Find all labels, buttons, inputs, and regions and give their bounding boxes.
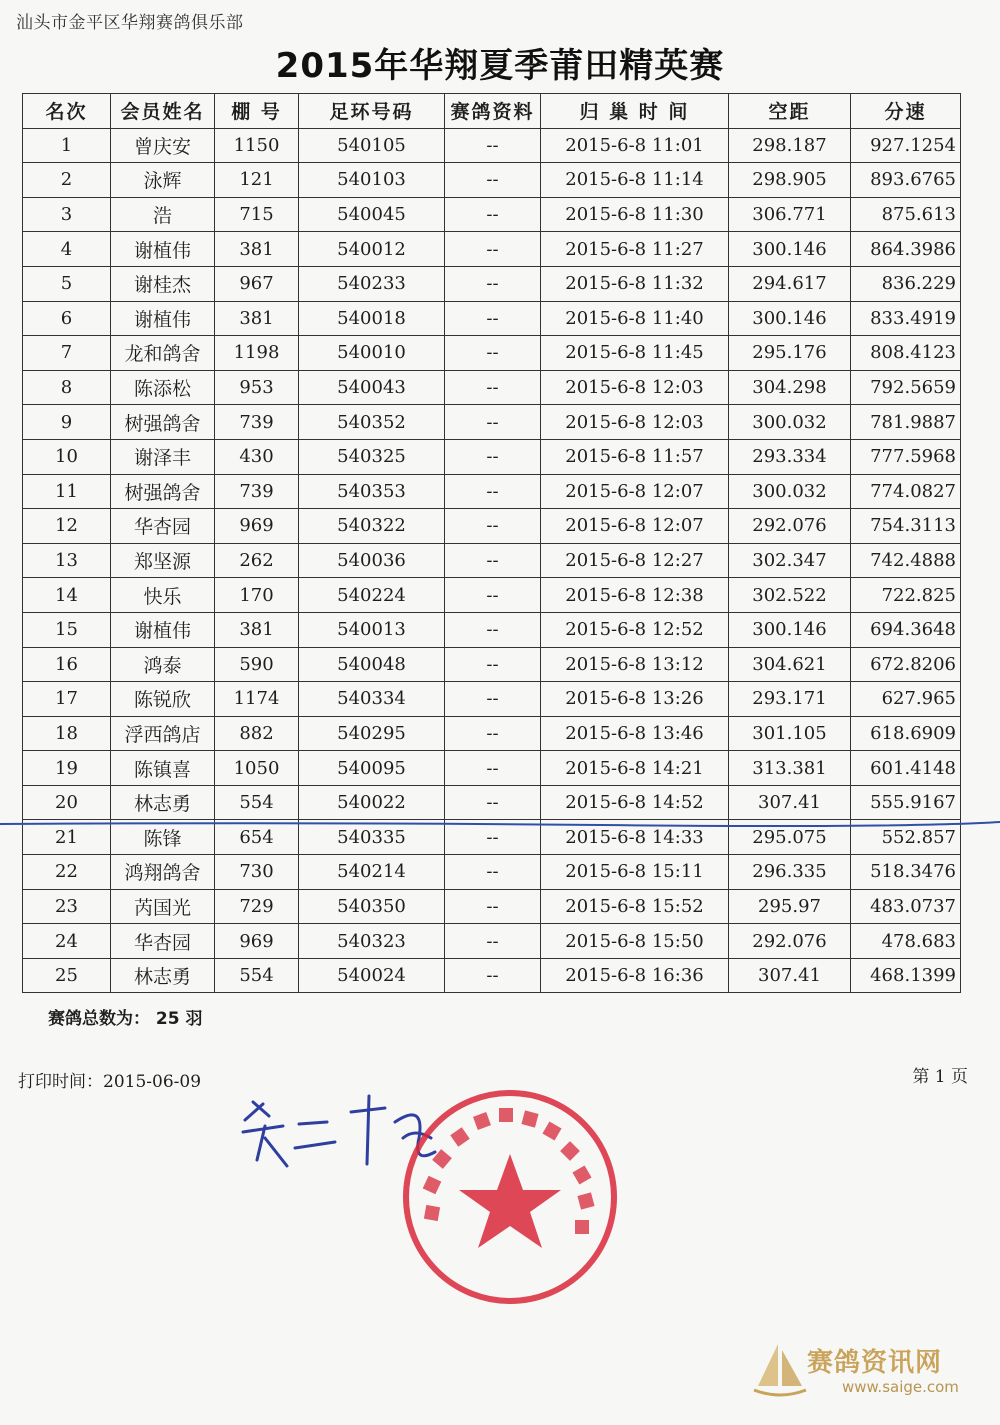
table-row [23,197,961,232]
watermark-url: www.saige.com [842,1378,959,1396]
cell-rank: 7 [23,336,111,371]
cell-distance: 294.617 [729,266,851,301]
col-header-distance: 空距 [729,94,851,129]
cell-rank: 25 [23,958,111,993]
table-row [23,509,961,544]
cell-member-name: 树强鸽舍 [111,405,215,440]
cell-ring-number: 540010 [299,336,445,371]
cell-arrival-time: 2015-6-8 11:30 [541,197,729,232]
cell-loft-number: 590 [215,647,299,682]
cell-distance: 295.075 [729,820,851,855]
cell-pigeon-info: -- [445,855,541,890]
cell-distance: 306.771 [729,197,851,232]
cell-distance: 313.381 [729,751,851,786]
print-time [18,1067,201,1092]
cell-ring-number: 540103 [299,163,445,198]
cell-ring-number: 540224 [299,578,445,613]
cell-pigeon-info: -- [445,751,541,786]
table-row [23,266,961,301]
cell-rank: 10 [23,439,111,474]
total-label: 赛鸽总数为： [48,1009,150,1029]
cell-ring-number: 540036 [299,543,445,578]
cell-speed: 792.5659 [851,370,961,405]
cell-distance: 300.032 [729,474,851,509]
cell-speed: 864.3986 [851,232,961,267]
cell-arrival-time: 2015-6-8 11:57 [541,439,729,474]
cell-pigeon-info: -- [445,405,541,440]
cell-speed: 893.6765 [851,163,961,198]
table-row [23,647,961,682]
cell-distance: 296.335 [729,855,851,890]
cell-ring-number: 540043 [299,370,445,405]
cell-ring-number: 540295 [299,716,445,751]
cell-pigeon-info: -- [445,474,541,509]
document-title: 2015年华翔夏季莆田精英赛 [275,46,725,86]
cell-loft-number: 715 [215,197,299,232]
cell-pigeon-info: -- [445,682,541,717]
cell-member-name: 曾庆安 [111,128,215,163]
cell-member-name: 谢植伟 [111,612,215,647]
cell-rank: 20 [23,785,111,820]
club-name: 汕头市金平区华翔赛鸽俱乐部 [16,13,244,33]
cell-rank: 18 [23,716,111,751]
cell-speed: 518.3476 [851,855,961,890]
cell-speed: 754.3113 [851,509,961,544]
cell-member-name: 陈添松 [111,370,215,405]
col-header-speed: 分速 [851,94,961,129]
cell-loft-number: 730 [215,855,299,890]
cell-rank: 13 [23,543,111,578]
cell-arrival-time: 2015-6-8 12:27 [541,543,729,578]
cell-rank: 21 [23,820,111,855]
cell-speed: 777.5968 [851,439,961,474]
table-row [23,855,961,890]
cell-speed: 627.965 [851,682,961,717]
blue-pen-line [0,818,1000,830]
cell-rank: 3 [23,197,111,232]
cell-speed: 694.3648 [851,612,961,647]
cell-arrival-time: 2015-6-8 12:07 [541,474,729,509]
cell-rank: 17 [23,682,111,717]
cell-loft-number: 953 [215,370,299,405]
cell-distance: 307.41 [729,785,851,820]
cell-member-name: 陈镇喜 [111,751,215,786]
table-row [23,336,961,371]
cell-ring-number: 540105 [299,128,445,163]
cell-pigeon-info: -- [445,820,541,855]
table-row [23,682,961,717]
cell-rank: 22 [23,855,111,890]
cell-rank: 2 [23,163,111,198]
cell-arrival-time: 2015-6-8 14:21 [541,751,729,786]
cell-speed: 742.4888 [851,543,961,578]
cell-member-name: 谢桂杰 [111,266,215,301]
table-row [23,128,961,163]
cell-distance: 302.522 [729,578,851,613]
cell-arrival-time: 2015-6-8 11:14 [541,163,729,198]
cell-loft-number: 381 [215,301,299,336]
cell-distance: 293.171 [729,682,851,717]
cell-member-name: 泳辉 [111,163,215,198]
cell-member-name: 谢泽丰 [111,439,215,474]
table-row [23,578,961,613]
cell-pigeon-info: -- [445,266,541,301]
cell-rank: 1 [23,128,111,163]
cell-member-name: 林志勇 [111,785,215,820]
cell-loft-number: 121 [215,163,299,198]
cell-pigeon-info: -- [445,128,541,163]
cell-member-name: 谢植伟 [111,232,215,267]
table-header-row [23,94,961,129]
total-unit: 羽 [185,1009,203,1029]
cell-arrival-time: 2015-6-8 15:11 [541,855,729,890]
cell-pigeon-info: -- [445,958,541,993]
table-row [23,474,961,509]
cell-loft-number: 969 [215,924,299,959]
cell-arrival-time: 2015-6-8 14:52 [541,785,729,820]
cell-pigeon-info: -- [445,647,541,682]
cell-pigeon-info: -- [445,163,541,198]
cell-ring-number: 540214 [299,855,445,890]
page-number: 第 1 页 [912,1067,968,1087]
cell-speed: 618.6909 [851,716,961,751]
cell-member-name: 华杏园 [111,509,215,544]
results-table [22,93,961,993]
cell-pigeon-info: -- [445,301,541,336]
results-body [23,128,961,993]
cell-arrival-time: 2015-6-8 11:45 [541,336,729,371]
cell-arrival-time: 2015-6-8 11:40 [541,301,729,336]
cell-speed: 781.9887 [851,405,961,440]
cell-distance: 300.032 [729,405,851,440]
table-row [23,370,961,405]
table-row [23,232,961,267]
col-header-member-name: 会员姓名 [111,94,215,129]
cell-member-name: 林志勇 [111,958,215,993]
cell-member-name: 快乐 [111,578,215,613]
cell-member-name: 郑坚源 [111,543,215,578]
cell-speed: 555.9167 [851,785,961,820]
cell-speed: 468.1399 [851,958,961,993]
cell-rank: 9 [23,405,111,440]
cell-distance: 292.076 [729,509,851,544]
cell-pigeon-info: -- [445,370,541,405]
cell-speed: 483.0737 [851,889,961,924]
table-row [23,163,961,198]
cell-speed: 672.8206 [851,647,961,682]
watermark-text: 赛鸽资讯网 [807,1348,943,1378]
col-header-pigeon-info: 赛鸽资料 [445,94,541,129]
cell-member-name: 芮国光 [111,889,215,924]
cell-member-name: 浮西鸽店 [111,716,215,751]
cell-pigeon-info: -- [445,439,541,474]
cell-loft-number: 170 [215,578,299,613]
cell-loft-number: 1050 [215,751,299,786]
table-row [23,301,961,336]
table-row [23,543,961,578]
cell-rank: 4 [23,232,111,267]
cell-distance: 300.146 [729,232,851,267]
table-row [23,889,961,924]
cell-rank: 16 [23,647,111,682]
cell-ring-number: 540018 [299,301,445,336]
cell-pigeon-info: -- [445,336,541,371]
cell-loft-number: 381 [215,612,299,647]
cell-pigeon-info: -- [445,785,541,820]
cell-rank: 15 [23,612,111,647]
cell-arrival-time: 2015-6-8 14:33 [541,820,729,855]
cell-speed: 601.4148 [851,751,961,786]
cell-distance: 292.076 [729,924,851,959]
cell-arrival-time: 2015-6-8 11:01 [541,128,729,163]
cell-pigeon-info: -- [445,543,541,578]
col-header-arrival-time: 归 巢 时 间 [541,94,729,129]
cell-rank: 11 [23,474,111,509]
seal-star-icon [459,1154,561,1248]
cell-distance: 298.187 [729,128,851,163]
cell-loft-number: 739 [215,405,299,440]
table-row [23,924,961,959]
cell-arrival-time: 2015-6-8 15:52 [541,889,729,924]
cell-ring-number: 540012 [299,232,445,267]
cell-loft-number: 967 [215,266,299,301]
cell-ring-number: 540322 [299,509,445,544]
sailboat-logo-icon [752,1340,808,1402]
cell-distance: 295.176 [729,336,851,371]
cell-distance: 298.905 [729,163,851,198]
cell-member-name: 鸿泰 [111,647,215,682]
total-count: 25 [155,1009,180,1029]
cell-ring-number: 540048 [299,647,445,682]
cell-loft-number: 882 [215,716,299,751]
cell-distance: 307.41 [729,958,851,993]
cell-pigeon-info: -- [445,612,541,647]
cell-arrival-time: 2015-6-8 12:38 [541,578,729,613]
cell-speed: 833.4919 [851,301,961,336]
cell-arrival-time: 2015-6-8 12:52 [541,612,729,647]
cell-speed: 478.683 [851,924,961,959]
cell-rank: 23 [23,889,111,924]
cell-pigeon-info: -- [445,232,541,267]
cell-loft-number: 729 [215,889,299,924]
cell-loft-number: 262 [215,543,299,578]
total-pigeons [48,1004,203,1029]
cell-speed: 927.1254 [851,128,961,163]
watermark [752,1340,982,1410]
cell-speed: 552.857 [851,820,961,855]
cell-arrival-time: 2015-6-8 12:03 [541,405,729,440]
cell-ring-number: 540325 [299,439,445,474]
cell-loft-number: 381 [215,232,299,267]
cell-speed: 836.229 [851,266,961,301]
cell-arrival-time: 2015-6-8 13:12 [541,647,729,682]
cell-loft-number: 969 [215,509,299,544]
table-row [23,405,961,440]
cell-rank: 14 [23,578,111,613]
cell-arrival-time: 2015-6-8 16:36 [541,958,729,993]
cell-ring-number: 540352 [299,405,445,440]
cell-loft-number: 430 [215,439,299,474]
cell-ring-number: 540024 [299,958,445,993]
table-row [23,785,961,820]
cell-member-name: 浩 [111,197,215,232]
cell-distance: 304.621 [729,647,851,682]
cell-rank: 24 [23,924,111,959]
cell-distance: 304.298 [729,370,851,405]
cell-member-name: 谢植伟 [111,301,215,336]
cell-loft-number: 739 [215,474,299,509]
cell-loft-number: 1150 [215,128,299,163]
cell-distance: 300.146 [729,612,851,647]
cell-ring-number: 540350 [299,889,445,924]
cell-ring-number: 540095 [299,751,445,786]
cell-pigeon-info: -- [445,924,541,959]
cell-arrival-time: 2015-6-8 11:32 [541,266,729,301]
cell-rank: 6 [23,301,111,336]
cell-distance: 301.105 [729,716,851,751]
cell-ring-number: 540323 [299,924,445,959]
cell-loft-number: 554 [215,958,299,993]
cell-rank: 8 [23,370,111,405]
table-row [23,439,961,474]
col-header-loft-number: 棚 号 [215,94,299,129]
cell-ring-number: 540045 [299,197,445,232]
cell-distance: 293.334 [729,439,851,474]
cell-ring-number: 540022 [299,785,445,820]
print-time-label: 打印时间： [18,1072,103,1092]
cell-member-name: 树强鸽舍 [111,474,215,509]
cell-arrival-time: 2015-6-8 13:26 [541,682,729,717]
cell-pigeon-info: -- [445,716,541,751]
cell-loft-number: 654 [215,820,299,855]
cell-pigeon-info: -- [445,509,541,544]
cell-arrival-time: 2015-6-8 13:46 [541,716,729,751]
table-row [23,612,961,647]
cell-arrival-time: 2015-6-8 15:50 [541,924,729,959]
cell-arrival-time: 2015-6-8 11:27 [541,232,729,267]
cell-member-name: 陈锐欣 [111,682,215,717]
cell-arrival-time: 2015-6-8 12:07 [541,509,729,544]
cell-speed: 722.825 [851,578,961,613]
col-header-rank: 名次 [23,94,111,129]
table-row [23,716,961,751]
cell-member-name: 鸿翔鸽舍 [111,855,215,890]
cell-loft-number: 1174 [215,682,299,717]
cell-speed: 774.0827 [851,474,961,509]
cell-distance: 295.97 [729,889,851,924]
cell-ring-number: 540013 [299,612,445,647]
cell-loft-number: 1198 [215,336,299,371]
cell-pigeon-info: -- [445,889,541,924]
cell-ring-number: 540233 [299,266,445,301]
cell-rank: 19 [23,751,111,786]
cell-pigeon-info: -- [445,197,541,232]
cell-distance: 302.347 [729,543,851,578]
cell-speed: 875.613 [851,197,961,232]
cell-loft-number: 554 [215,785,299,820]
table-row [23,751,961,786]
table-row [23,958,961,993]
cell-speed: 808.4123 [851,336,961,371]
cell-distance: 300.146 [729,301,851,336]
col-header-ring-number: 足环号码 [299,94,445,129]
cell-rank: 5 [23,266,111,301]
cell-member-name: 陈锋 [111,820,215,855]
cell-ring-number: 540353 [299,474,445,509]
cell-pigeon-info: -- [445,578,541,613]
red-seal [395,1082,625,1312]
cell-ring-number: 540334 [299,682,445,717]
cell-member-name: 龙和鸽舍 [111,336,215,371]
cell-member-name: 华杏园 [111,924,215,959]
cell-rank: 12 [23,509,111,544]
cell-ring-number: 540335 [299,820,445,855]
cell-arrival-time: 2015-6-8 12:03 [541,370,729,405]
print-time-value: 2015-06-09 [103,1072,202,1092]
